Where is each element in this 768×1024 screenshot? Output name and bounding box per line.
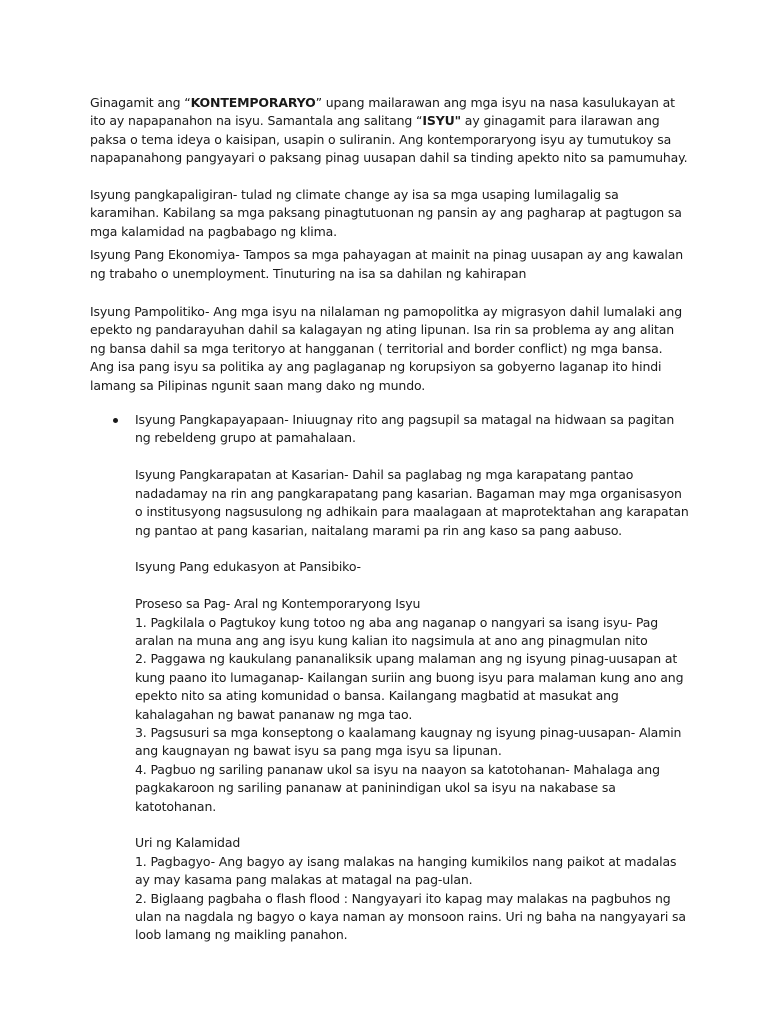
document-body	[90, 94, 690, 945]
bullet-icon	[113, 418, 118, 423]
intro-text-3: ay ginagamit para ilarawan ang paksa o tema ideya o kaisipan, usapin o suliranin. Ang kontemporaryong isyu ay tumutukoy sa napapanahong pangyayari o paksang pinag uusapan dahil sa tinding apekto nito sa pamumuhay.	[90, 113, 688, 166]
paragraph-kapayapaan: Isyung Pangkapayapaan- Iniuugnay rito ang pagsupil sa matagal na hidwaan sa pagitan ng rebeldeng grupo at pamahalaan.	[135, 412, 675, 446]
paragraph-kapaligiran: Isyung pangkapaligiran- tulad ng climate change ay isa sa mga usaping lumilagalig sa karamihan. Kabilang sa mga paksang pinagtutuonan ng pansin ay ang pagharap at pagtugon sa mga kalamidad na pagbabago ng klima.	[90, 187, 682, 239]
intro-paragraph	[90, 94, 690, 168]
bullet-list-item	[90, 411, 690, 945]
kalamidad-item-1: 1. Pagbagyo- Ang bagyo ay isang malakas na hanging kumikilos nang paikot at madalas ay may kasama pang malakas at matagal na pag-ulan.	[135, 853, 677, 888]
paragraph-karapatan: Isyung Pangkarapatan at Kasarian- Dahil sa paglabag ng mga karapatang pantao nadadamay na rin ang pangkarapatang pang kasarian. Bagaman may mga organisasyon o institusyong nagsusulong ng adhikain para maalagaan at maprotektahan ang karapatan ng pantao at pang kasarian, naitalang marami pa rin ang kaso sa pang aabuso.	[135, 467, 689, 538]
proseso-step-4: 4. Pagbuo ng sariling pananaw ukol sa isyu na naayon sa katotohanan- Mahalaga ang pagkakaroon ng sariling pananaw at paninindigan ukol sa isyu na nakabase sa katotohanan.	[135, 761, 660, 814]
intro-text-2: ” upang mailarawan ang mga isyu na nasa kasulukayan at ito ay napapanahon na isyu. Samantala ang salitang “	[90, 95, 675, 129]
proseso-step-1: 1. Pagkilala o Pagtukoy kung totoo ng aba ang naganap o nangyari sa isang isyu- Pag aralan na muna ang ang isyu kung kalian ito nagsimula at ano ang pinagmulan nito	[135, 614, 659, 648]
paragraph-edukasyon: Isyung Pang edukasyon at Pansibiko-	[135, 559, 361, 575]
term-isyu: ISYU"	[422, 113, 461, 129]
kalamidad-item-2: 2. Biglaang pagbaha o flash flood : Nangyayari ito kapag may malakas na pagbuhos ng ulan na nagdala ng bagyo o kaya naman ay monsoon rains. Uri ng baha na nangyayari sa loob lamang ng maikling panahon.	[135, 890, 686, 943]
term-kontemporaryo: KONTEMPORARYO	[190, 95, 316, 110]
proseso-heading: Proseso sa Pag- Aral ng Kontemporaryong Isyu	[135, 596, 421, 612]
paragraph-ekonomiya: Isyung Pang Ekonomiya- Tampos sa mga pahayagan at mainit na pinag uusapan ay ang kawalan ng trabaho o unemployment. Tinuturing na isa sa dahilan ng kahirapan	[90, 247, 684, 281]
proseso-step-2: 2. Paggawa ng kaukulang pananaliksik upang malaman ang ng isyung pinag-uusapan at kung paano ito lumaganap- Kailangan suriin ang buong isyu para malaman kung ano ang epekto nito sa ating komunidad o bansa. Kailangang magbatid at masukat ang kahalagahan ng bawat pananaw ng mga tao.	[135, 651, 684, 722]
intro-text-1: Ginagamit ang “	[90, 95, 191, 110]
proseso-step-3: 3. Pagsusuri sa mga konseptong o kaalamang kaugnay ng isyung pinag-uusapan- Alamin ang kaugnayan ng bawat isyu sa pang mga isyu sa lipunan.	[135, 724, 682, 759]
kalamidad-heading: Uri ng Kalamidad	[135, 835, 241, 851]
paragraph-pampolitiko: Isyung Pampolitiko- Ang mga isyu na nilalaman ng pamopolitka ay migrasyon dahil lumalaki ang epekto ng pandarayuhan dahil sa kalagayan ng ating lipunan. Isa rin sa problema ay ang alitan ng bansa dahil sa mga teritoryo at hangganan ( territorial and border conflict) ng mga bansa. Ang isa pang isyu sa politika ay ang paglaganap ng korupsiyon sa gobyerno laganap ito hindi lamang sa Pilipinas ngunit saan mang dako ng mundo.	[90, 304, 682, 393]
